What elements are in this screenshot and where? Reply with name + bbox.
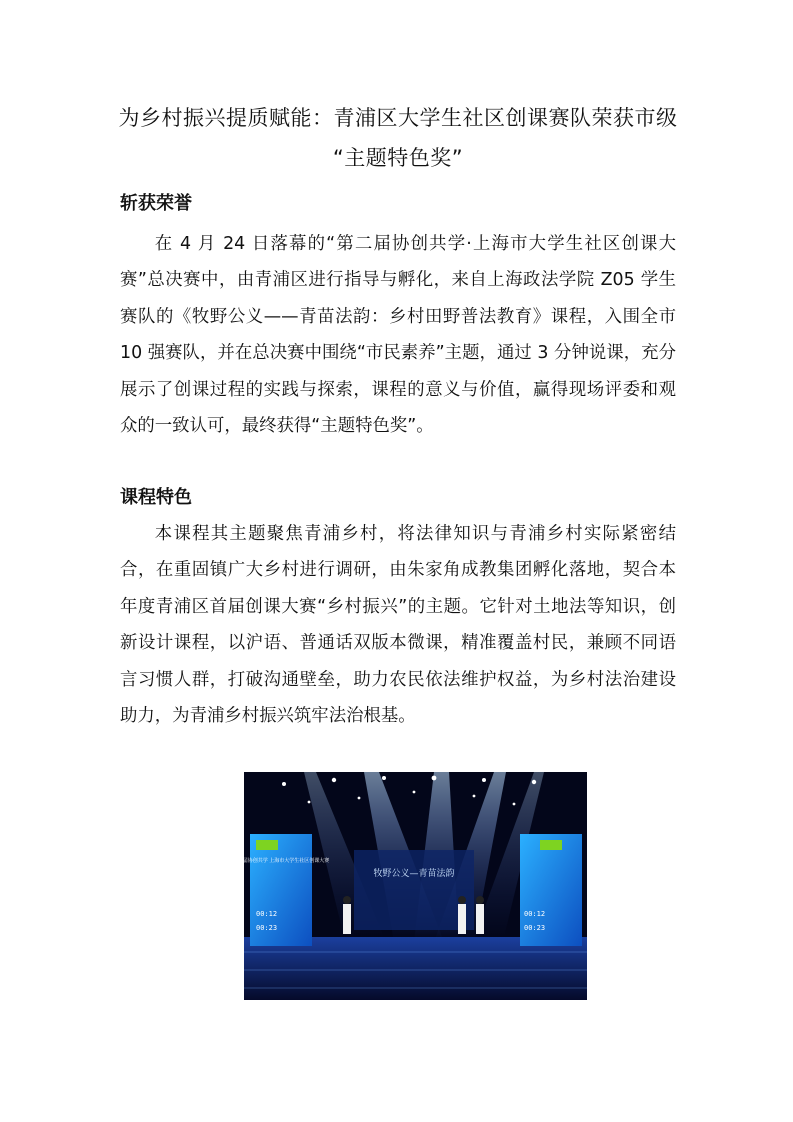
- left-timer-2: 00:23: [256, 924, 278, 932]
- section-heading-features: 课程特色: [120, 487, 192, 508]
- paragraph-honor: 在 4 月 24 日落幕的“第二届协创共学·上海市大学生社区创课大赛”总决赛中，由青浦区进行指导与孵化，来自上海政法学院 Z05 学生赛队的《牧野公义——青苗法韵：乡村田野普法教育》课程，入围全市 10 强赛队，并在总决赛中围绕“市民素养”主题，通过 3 分钟说课，充分展示了创课过程的实践与探索，课程的意义与价值，赢得现场评委和观众的一致认可，最终获得“主题特色奖”。: [120, 234, 676, 437]
- right-timer-1: 00:12: [524, 910, 546, 918]
- center-screen-text: 牧野公义—青苗法韵: [373, 869, 455, 879]
- stage-photo-graphic: [232, 772, 587, 1000]
- right-timer-2: 00:23: [524, 924, 546, 932]
- section-heading-honor: 斩获荣誉: [120, 193, 192, 214]
- title-line-2: “主题特色奖”: [332, 146, 464, 170]
- document-title: [118, 98, 678, 178]
- left-screen-title: 第二届协创共学 上海市大学生社区创课大赛: [232, 858, 330, 864]
- stage-photo: [232, 772, 587, 1000]
- title-line-1: 为乡村振兴提质赋能：青浦区大学生社区创课赛队荣获市级: [118, 106, 678, 130]
- center-screen: [354, 850, 474, 930]
- left-timer-1: 00:12: [256, 910, 278, 918]
- right-screen: [520, 834, 582, 946]
- paragraph-features: 本课程其主题聚焦青浦乡村，将法律知识与青浦乡村实际紧密结合，在重固镇广大乡村进行调研，由朱家角成教集团孵化落地，契合本年度青浦区首届创课大赛“乡村振兴”的主题。它针对土地法等知识，创新设计课程，以沪语、普通话双版本微课，精准覆盖村民，兼顾不同语言习惯人群，打破沟通壁垒，助力农民依法维护权益，为乡村法治建设助力，为青浦乡村振兴筑牢法治根基。: [120, 524, 676, 727]
